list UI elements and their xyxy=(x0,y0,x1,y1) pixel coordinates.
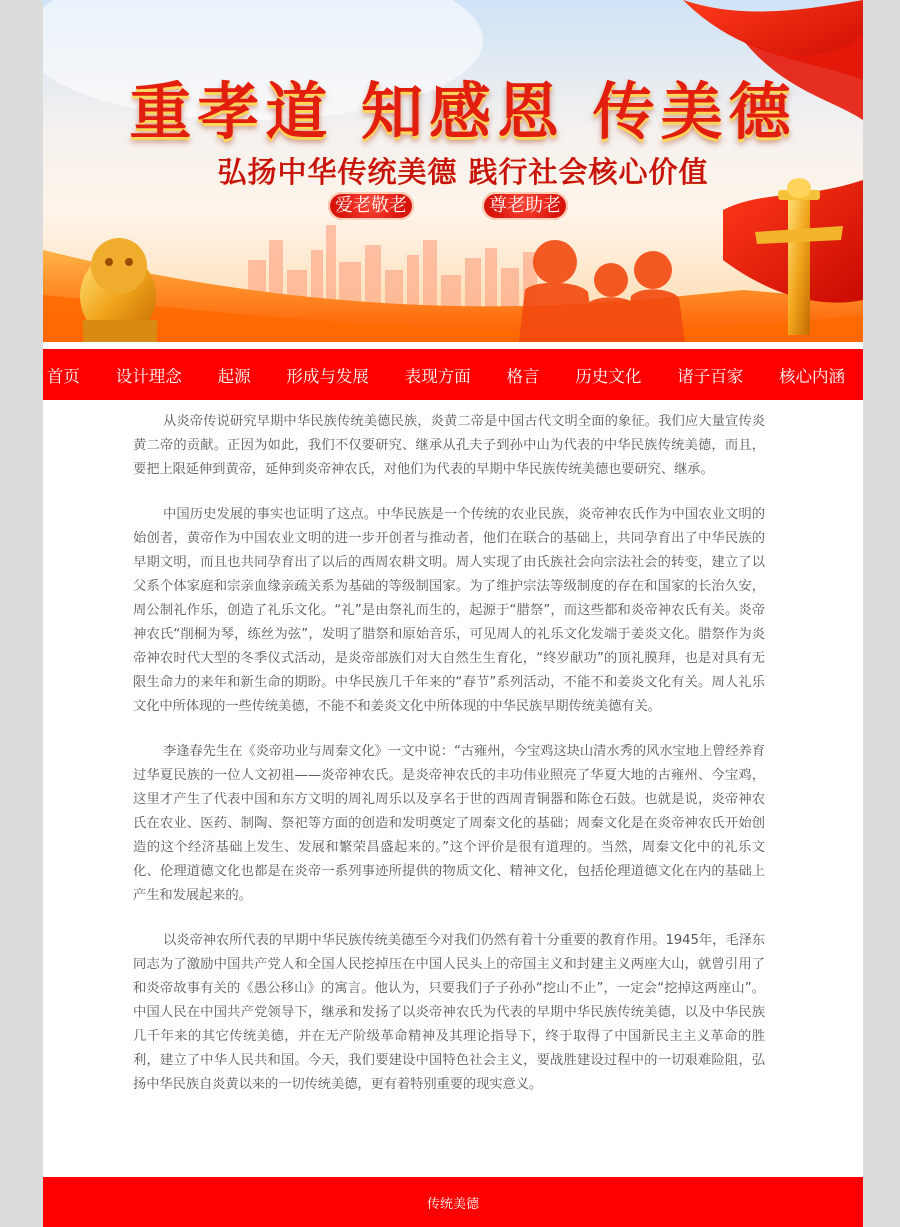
family-silhouette-icon xyxy=(519,240,685,342)
banner-pill-1: 爱老敬老 xyxy=(328,192,414,220)
nav-item-hundred-schools[interactable]: 诸子百家 xyxy=(677,366,744,386)
footer xyxy=(43,1177,863,1227)
nav-item-history-culture[interactable]: 历史文化 xyxy=(575,366,642,386)
nav-item-home[interactable]: 首页 xyxy=(46,366,80,386)
article-content xyxy=(133,410,765,1118)
nav-item-maxims[interactable]: 格言 xyxy=(506,366,540,386)
article-paragraph-1: 从炎帝传说研究早期中华民族传统美德民族，炎黄二帝是中国古代文明全面的象征。我们应大量宣传炎黄二帝的贡献。正因为如此，我们不仅要研究、继承从孔夫子到孙中山为代表的中华民族传统美德，而且，要把上限延伸到黄帝，延伸到炎帝神农氏，对他们为代表的早期中华民族传统美德也要研究、继承。 xyxy=(133,414,765,477)
nav-item-design-concept[interactable]: 设计理念 xyxy=(115,366,182,386)
article-paragraph-4: 以炎帝神农所代表的早期中华民族传统美德至今对我们仍然有着十分重要的教育作用。1945年，毛泽东同志为了激励中国共产党人和全国人民挖掉压在中国人民头上的帝国主义和封建主义两座大山，就曾引用了和炎帝故事有关的《愚公移山》的寓言。他认为，只要我们子子孙孙“挖山不止”，一定会“挖掉这两座山”。中国人民在中国共产党领导下，继承和发扬了以炎帝神农氏为代表的早期中华民族传统美德，以及中华民族几千年来的其它传统美德，并在无产阶级革命精神及其理论指导下，终于取得了中国新民主主义革命的胜利，建立了中华人民共和国。今天，我们要建设中国特色社会主义，要战胜建设过程中的一切艰难险阻，弘扬中华民族自炎黄以来的一切传统美德，更有着特别重要的现实意义。 xyxy=(133,933,765,1092)
nav-item-core-connotation[interactable]: 核心内涵 xyxy=(779,366,846,386)
footer-text: 传统美德 xyxy=(426,1196,479,1212)
nav-item-origin[interactable]: 起源 xyxy=(217,366,251,386)
article-paragraph-2: 中国历史发展的事实也证明了这点。中华民族是一个传统的农业民族，炎帝神农氏作为中国农业文明的始创者，黄帝作为中国农业文明的进一步开创者与推动者，他们在联合的基础上，共同孕育出了中华民族的早期文明，而且也共同孕育出了以后的西周农耕文明。周人实现了由氏族社会向宗法社会的转变，建立了以父系个体家庭和宗亲血缘亲疏关系为基础的等级制国家。为了维护宗法等级制度的存在和国家的长治久安，周公制礼作乐，创造了礼乐文化。“礼”是由祭礼而生的，起源于“腊祭”，而这些都和炎帝神农氏有关。炎帝神农氏“削桐为琴，练丝为弦”，发明了腊祭和原始音乐，可见周人的礼乐文化发端于姜炎文化。腊祭作为炎帝神农时代大型的冬季仪式活动，是炎帝部族们对大自然生生育化，“终岁献功”的顶礼膜拜，也是对具有无限生命力的来年和新生命的期盼。中华民族几千年来的“春节”系列活动，不能不和姜炎文化有关。周人礼乐文化中所体现的一些传统美德，不能不和姜炎文化中所体现的中华民族早期传统美德有关。 xyxy=(133,507,765,714)
nav-item-formation-development[interactable]: 形成与发展 xyxy=(286,366,369,386)
banner-title: 重孝道 知感恩 传美德 xyxy=(129,75,797,148)
article-paragraph-3: 李逢春先生在《炎帝功业与周秦文化》一文中说：“古雍州，今宝鸡这块山清水秀的风水宝地上曾经养育过华夏民族的一位人文初祖——炎帝神农氏。是炎帝神农氏的丰功伟业照亮了华夏大地的古雍州、今宝鸡，这里才产生了代表中国和东方文明的周礼周乐以及享名于世的西周青铜器和陈仓石鼓。也就是说，炎帝神农氏在农业、医药、制陶、祭祀等方面的创造和发明奠定了周秦文化的基础；周秦文化是在炎帝神农氏开始创造的这个经济基础上发生、发展和繁荣昌盛起来的。”这个评价是很有道理的。当然，周秦文化中的礼乐文化、伦理道德文化也都是在炎帝一系列事迹所提供的物质文化、精神文化，包括伦理道德文化在内的基础上产生和发展起来的。 xyxy=(133,744,765,903)
main-nav xyxy=(43,349,863,400)
banner-pill-2: 尊老助老 xyxy=(482,192,568,220)
stone-lion-icon xyxy=(80,238,157,342)
nav-item-manifestation[interactable]: 表现方面 xyxy=(404,366,471,386)
header-banner xyxy=(43,0,863,342)
banner-subtitle: 弘扬中华传统美德 践行社会核心价值 xyxy=(217,155,709,189)
page xyxy=(43,0,863,1227)
banner-pills xyxy=(328,192,568,222)
